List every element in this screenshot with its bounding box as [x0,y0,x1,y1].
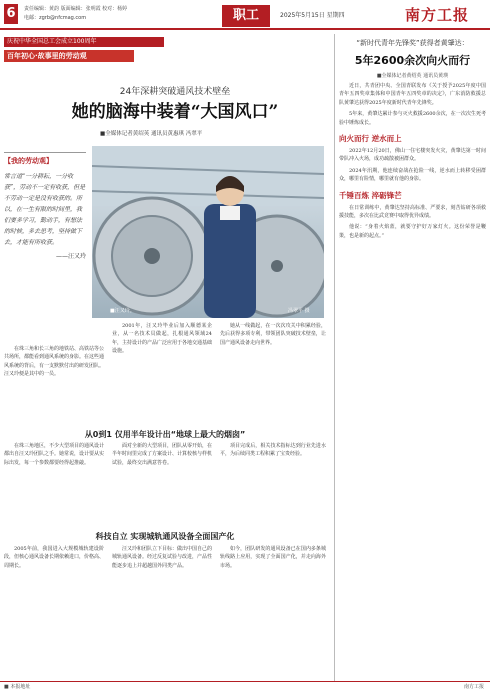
right-subhead: 千锤百炼 淬砺锋芒 [339,190,402,200]
quote-title: 【我的劳动观】 [4,157,53,165]
right-subhead: 向火而行 逆水而上 [339,134,402,144]
body-text: 在珠三角地区，不少大型项目的通风设计都出自汪又玲团队之手。她常说，设计要从实际出发，每一个参数都要经得起推敲。 [4,443,104,466]
article-headline: 她的脑海中装着“大国风口” [71,102,279,122]
photo-caption: ■汪又玲。 [110,308,135,314]
body-text: 如今，团队研发的通风设备已在国内多条城轨线路上应用，实现了全面国产化，并走向海外市场。 [220,546,326,569]
article-byline: ■全媒体记者黄绍英 通讯员黄惠琪 冯翠平 [100,131,203,137]
body-text: 2005年前，我国进入大规模城轨建设阶段，但核心通风设备长期依赖进口，价格高、周期长。 [4,546,104,569]
footer-right: 南方工报 [463,684,484,690]
quote-box [4,152,86,342]
right-body-text: 5年来，黄肇达累计参与灭火救援2600余次，在一次次生死考验中锤炼成长。 [339,111,486,126]
body-text: 汪又玲和团队立下目标：做出中国自己的城轨通风设备。经过反复试验与改进，产品性能逐步追上并超越国外同类产品。 [112,546,212,569]
section-subhead: 从0到1 仅用半年设计出“地球上最大的烟囱” [84,430,246,439]
right-body-text: 2022年12月20日，佛山一住宅楼突发火灾，黄肇达第一时间带队冲入火场，成功疏散被困群众。 [339,148,486,163]
right-body-text: 近日，共青团中央、全国青联发布《关于授予2025年度中国青年五四奖章集体和中国青年五四奖章的决定》，广东消防救援总队黄肇达获得2025年度新时代青年先锋奖。 [339,83,486,106]
body-text: 面对全新的大型项目，团队从零开始，在半年时间里完成了方案设计、计算校核与样机试验，最终交出满意答卷。 [112,443,212,466]
right-column-article [334,34,486,682]
page-number: 6 [4,4,18,24]
right-body-text: 他说：“身着火焰蓝，就要守护好万家灯火。这份荣誉是鞭策，也是新的起点。” [339,224,486,239]
editor-email: 电邮：zgrb@nfcmag.com [24,15,87,21]
newspaper-logo: 南方工报 [405,6,470,24]
article-kicker: 24年深耕突破通风技术壁垒 [119,87,231,97]
body-text: 2001年，汪又玲毕业后加入顺德某企业，从一名技术员做起，扎根通风领域24年，主持设计的产品广泛应用于各地交通基础设施。 [112,323,212,355]
worker-photo [92,146,324,318]
right-byline: ■全媒体记者黄绍英 通讯员黄瑛 [376,73,449,79]
worker-photo-image [92,146,324,318]
editor-line: 责任编辑：黄韵 版面编辑：张明霞 校对：杨婷 [24,6,128,12]
section-subhead: 科技自立 实现城轨通风设备全面国产化 [95,532,235,541]
issue-date: 2025年5月15日 星期四 [280,12,345,19]
section-label: 职工 [222,5,270,27]
quote-body: 常言道“一分耕耘，一分收获”，劳动不一定有收获，但是不劳动一定是没有收获的。所以，在一生有限的时间里，我们要多学习，勤动手，有想法的时候，多去思考，坚持做下去，才能有所收获。 [4,173,86,246]
right-headline: 5年2600余次向火而行 [354,54,471,67]
body-text: 项目完成后，相关技术指标达到行业先进水平，为后续同类工程积累了宝贵经验。 [220,443,326,458]
body-text: 在珠三角和长三角的地铁站、高铁站等公共场所，都能看到通风系统的身影。在这些通风系统的背后，有一支默默付出的研发团队。汪又玲便是其中的一员。 [4,346,104,378]
body-text: 她从一线做起，在一次次攻关中积累经验，先后获得多项专利，带领团队突破技术壁垒，让国产通风设备走向世界。 [220,323,326,346]
anniversary-banner: 庆祝中华全国总工会成立100周年 [4,37,164,47]
masthead [0,0,490,30]
right-kicker: “新时代青年先锋奖”获得者黄肇达： [356,39,469,47]
column-banner: 百年初心·故事里的劳动观 [4,50,134,62]
photo-credit: 冯翠平 摄 [288,308,310,314]
page-footer [0,681,490,690]
right-body-text: 在日常训练中，黄肇达坚持高标准、严要求，刻苦钻研各项救援技能，多次在比武竞赛中取得优异成绩。 [339,204,486,220]
quote-signature: ——汪又玲 [55,253,86,260]
footer-left: ■ 本报地址 [4,684,31,690]
right-body-text: 2024年汛期，他连续奋战在抢险一线，逆水而上转移受困群众，哪里有险情，哪里就有他的身影。 [339,167,486,183]
